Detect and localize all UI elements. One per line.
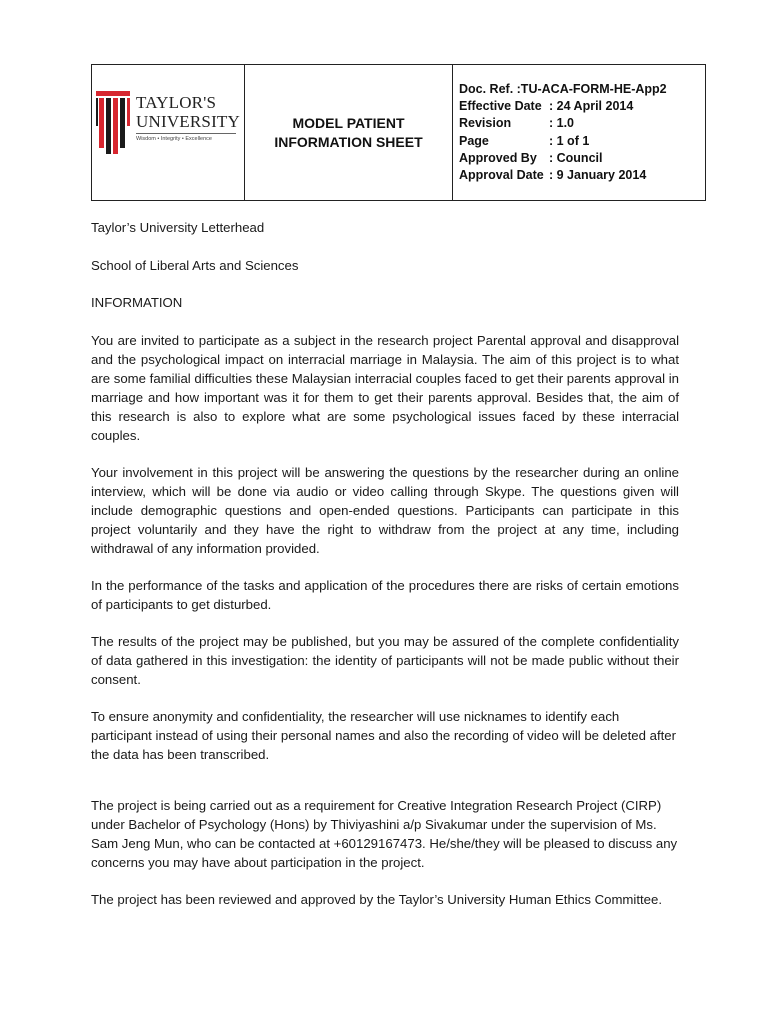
meta-row-approval-date: Approval Date : 9 January 2014: [459, 167, 647, 182]
document-meta: [453, 65, 705, 200]
university-crest-icon: [96, 91, 130, 155]
logo-wordmark: TAYLOR'S UNIVERSITY: [136, 93, 240, 131]
logo-divider: [136, 133, 236, 134]
meta-row-page: Page : 1 of 1: [459, 133, 590, 148]
meta-row-approved-by: Approved By : Council: [459, 150, 603, 165]
meta-row-effective-date: Effective Date : 24 April 2014: [459, 99, 634, 114]
paragraph-anonymity: To ensure anonymity and confidentiality, the researcher will use nicknames to identify each participant instead of using their personal names and also the recording of video will be deleted after the data has been transcribed.: [91, 709, 677, 762]
document-header-table: [91, 64, 706, 201]
paragraph-project-details: The project is being carried out as a requirement for Creative Integration Research Project (CIRP) under Bachelor of Psychology (Hons) by Thiviyashini a/p Sivakumar under the supervision of Ms. Sam Jeng Mun, who can be contacted at +60129167473. He/she/they will be pleased to discuss any concerns you may have about participation in the project.: [91, 798, 678, 870]
school-name: School of Liberal Arts and Sciences: [91, 258, 299, 273]
meta-row-revision: Revision : 1.0: [459, 116, 575, 131]
meta-row-doc-ref: Doc. Ref. :TU-ACA-FORM-HE-App2: [459, 82, 667, 96]
section-heading: INFORMATION: [91, 295, 183, 310]
paragraph-risks: In the performance of the tasks and application of the procedures there are risks of certain emotions of participants to get disturbed.: [91, 578, 679, 612]
logo-cell: [92, 65, 245, 200]
paragraph-confidentiality: The results of the project may be published, but you may be assured of the complete confidentiality of data gathered in this investigation: the identity of participants will not be made public without their consent.: [91, 634, 679, 687]
paragraph-invitation: You are invited to participate as a subject in the research project Parental approval and disapproval and the psychological impact on interracial marriage in Malaysia. The aim of this project is to what are some familial difficulties these Malaysian interracial couples faced to get their parents approval in marriage and how important was it for them to get their parents approval. Besides that, the aim of this research is also to explore what are some psychological issues faced by these interracial couples.: [91, 333, 679, 443]
paragraph-involvement: Your involvement in this project will be answering the questions by the researcher during an online interview, which will be done via audio or video calling through Skype. The questions given will include demographic questions and open-ended questions. Participants can participate in this project voluntarily and they have the right to withdraw from the project at any time, including withdrawal of any information provided.: [91, 465, 679, 556]
letterhead-line: Taylor’s University Letterhead: [91, 220, 265, 235]
paragraph-ethics-approval: The project has been reviewed and approved by the Taylor’s University Human Ethics Committee.: [91, 892, 663, 907]
logo-tagline: Wisdom • Integrity • Excellence: [136, 136, 212, 142]
document-title: MODEL PATIENT INFORMATION SHEET: [245, 65, 453, 200]
